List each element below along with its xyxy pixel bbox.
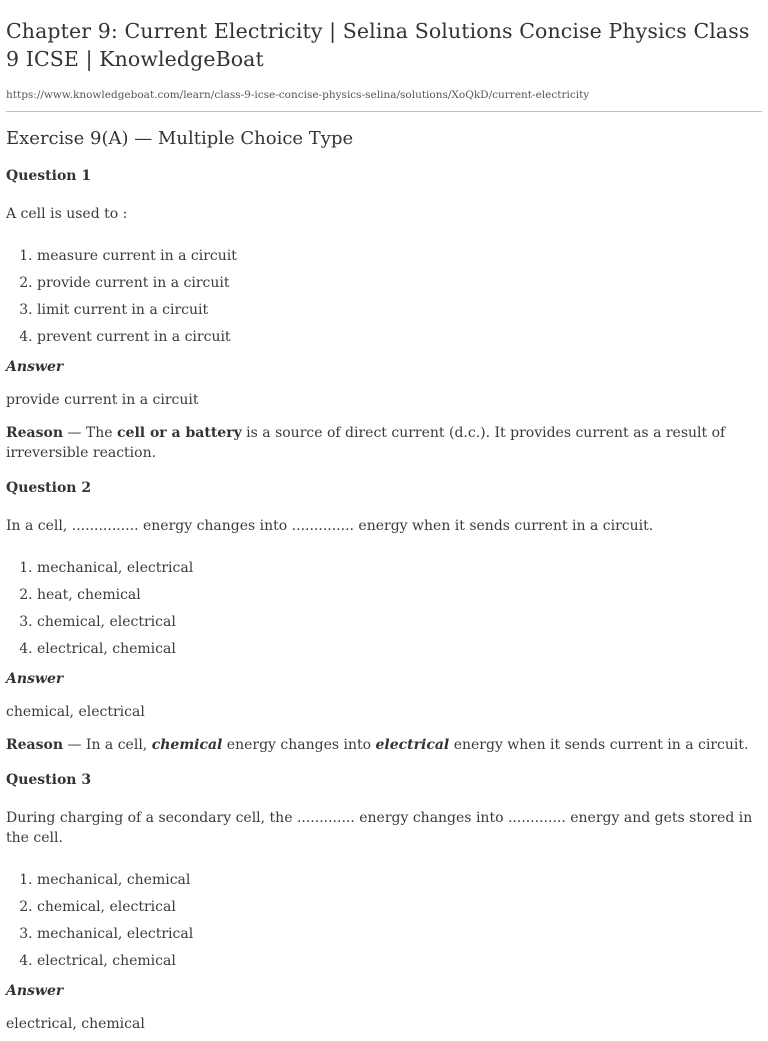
reason-label: Reason xyxy=(6,425,64,441)
option-item: 2. chemical, electrical xyxy=(37,894,762,921)
answer-label: Answer xyxy=(6,359,64,375)
reason-emphasis: chemical xyxy=(151,737,223,753)
options-list xyxy=(6,243,762,351)
exercise-title: Exercise 9(A) — Multiple Choice Type xyxy=(6,128,354,149)
reason-fragment: — In a cell, xyxy=(63,737,152,753)
answer-text: electrical, chemical xyxy=(6,1016,145,1032)
question-heading: Question 2 xyxy=(6,480,92,496)
reason-emphasis: electrical xyxy=(375,737,450,753)
reason-text xyxy=(6,735,762,755)
reason-fragment: is a source of direct current (d.c.). It provides current as a result of irreversible reaction. xyxy=(6,425,726,461)
question-text: During charging of a secondary cell, the ............. energy changes into ............. energy and gets stored in the cell. xyxy=(6,810,753,846)
option-item: 4. prevent current in a circuit xyxy=(37,324,762,351)
option-item: 2. heat, chemical xyxy=(37,582,762,609)
question-2 xyxy=(6,478,762,755)
option-item: 4. electrical, chemical xyxy=(37,948,762,975)
answer-text: provide current in a circuit xyxy=(6,392,199,408)
page-url[interactable]: https://www.knowledgeboat.com/learn/class-9-icse-concise-physics-selina/solutions/XoQkD/current-electricity xyxy=(6,89,590,101)
reason-fragment: energy when it sends current in a circuit. xyxy=(449,737,749,753)
question-text: In a cell, ............... energy changes into .............. energy when it sends current in a circuit. xyxy=(6,518,654,534)
reason-text xyxy=(6,423,762,463)
reason-fragment: — The xyxy=(63,425,118,441)
options-list xyxy=(6,555,762,663)
question-heading: Question 3 xyxy=(6,772,92,788)
question-1 xyxy=(6,166,762,463)
option-item: 2. provide current in a circuit xyxy=(37,270,762,297)
options-list xyxy=(6,867,762,975)
reason-fragment: energy changes into xyxy=(222,737,376,753)
answer-label: Answer xyxy=(6,983,64,999)
answer-label: Answer xyxy=(6,671,64,687)
option-item: 3. chemical, electrical xyxy=(37,609,762,636)
option-item: 1. mechanical, chemical xyxy=(37,867,762,894)
option-item: 1. mechanical, electrical xyxy=(37,555,762,582)
reason-label: Reason xyxy=(6,737,64,753)
option-item: 1. measure current in a circuit xyxy=(37,243,762,270)
option-item: 4. electrical, chemical xyxy=(37,636,762,663)
answer-text: chemical, electrical xyxy=(6,704,145,720)
option-item: 3. limit current in a circuit xyxy=(37,297,762,324)
document-page xyxy=(0,17,768,1034)
question-text: A cell is used to : xyxy=(6,206,128,222)
page-title: Chapter 9: Current Electricity | Selina Solutions Concise Physics Class 9 ICSE | KnowledgeBoat xyxy=(6,19,750,71)
option-item: 3. mechanical, electrical xyxy=(37,921,762,948)
question-3 xyxy=(6,770,762,1034)
question-heading: Question 1 xyxy=(6,168,92,184)
header-divider xyxy=(6,111,762,112)
reason-emphasis: cell or a battery xyxy=(117,425,242,441)
